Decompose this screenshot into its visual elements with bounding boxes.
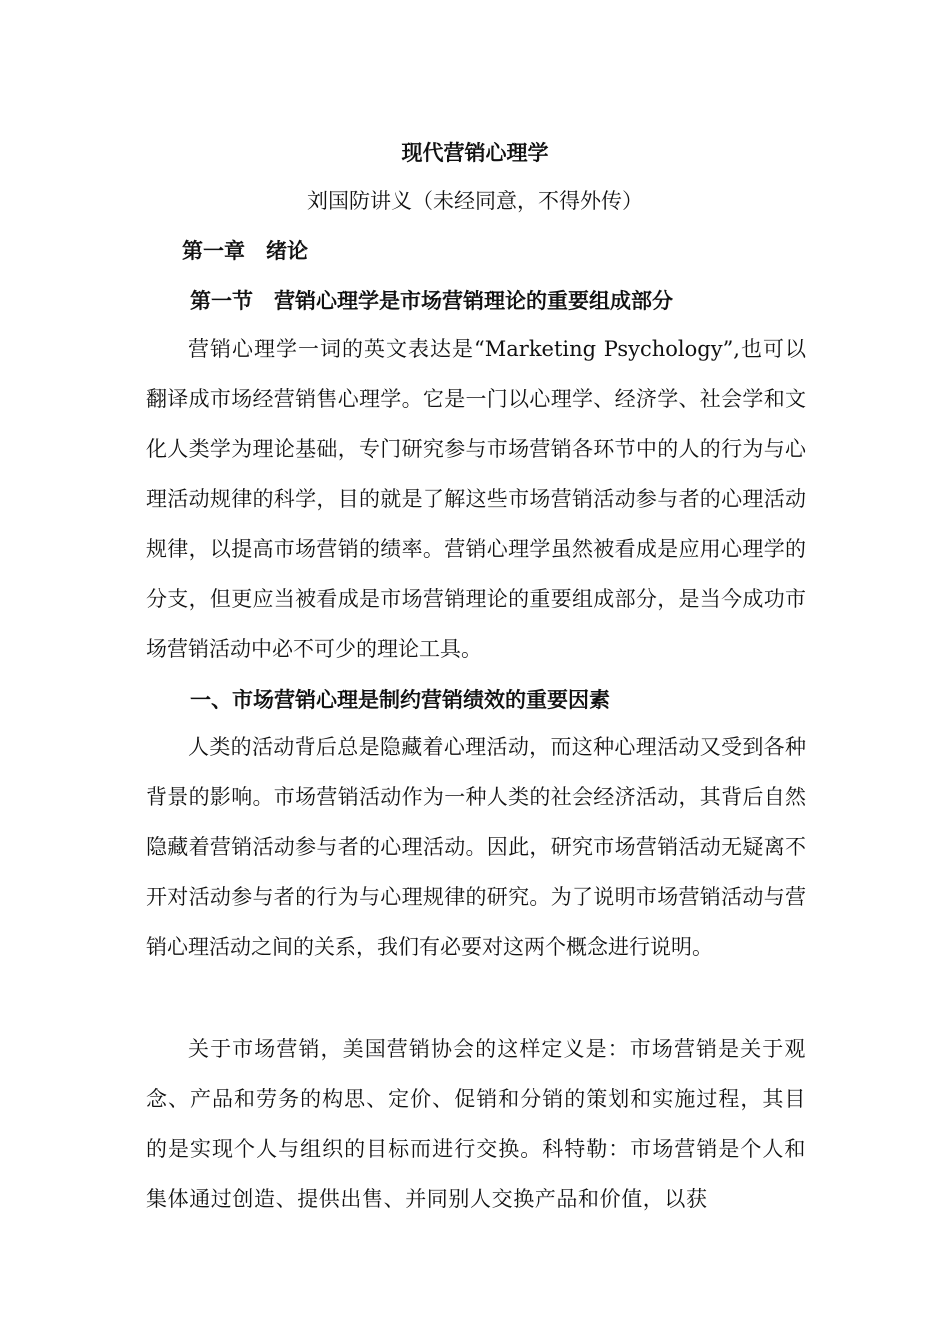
body-paragraph: 人类的活动背后总是隐藏着心理活动，而这种心理活动又受到各种背景的影响。市场营销活动作为一种人类的社会经济活动，其背后自然隐藏着营销活动参与者的心理活动。因此，研究市场营销活动无疑离不开对活动参与者的行为与心理规律的研究。为了说明市场营销活动与营销心理活动之间的关系，我们有必要对这两个概念进行说明。	[146, 735, 806, 959]
document-title: 现代营销心理学	[401, 141, 549, 165]
body-paragraph: 关于市场营销，美国营销协会的这样定义是：市场营销是关于观念、产品和劳务的构思、定价、促销和分销的策划和实施过程，其目的是实现个人与组织的目标而进行交换。科特勒：市场营销是个人和集体通过创造、提供出售、并同别人交换产品和价值，以获	[146, 1037, 806, 1211]
chapter-heading: 第一章 绪论	[182, 239, 308, 263]
body-paragraph: 营销心理学一词的英文表达是“Marketing Psychology”,也可以翻译成市场经营销售心理学。它是一门以心理学、经济学、社会学和文化人类学为理论基础，专门研究参与市场营销各环节中的人的行为与心理活动规律的科学，目的就是了解这些市场营销活动参与者的心理活动规律，以提高市场营销的绩率。营销心理学虽然被看成是应用心理学的分支，但更应当被看成是市场营销理论的重要组成部分，是当今成功市场营销活动中必不可少的理论工具。	[146, 337, 806, 661]
subsection-heading: 一、市场营销心理是制约营销绩效的重要因素	[190, 688, 610, 712]
document-subtitle: 刘国防讲义（未经同意，不得外传）	[307, 189, 643, 213]
section-heading: 第一节 营销心理学是市场营销理论的重要组成部分	[190, 289, 673, 313]
